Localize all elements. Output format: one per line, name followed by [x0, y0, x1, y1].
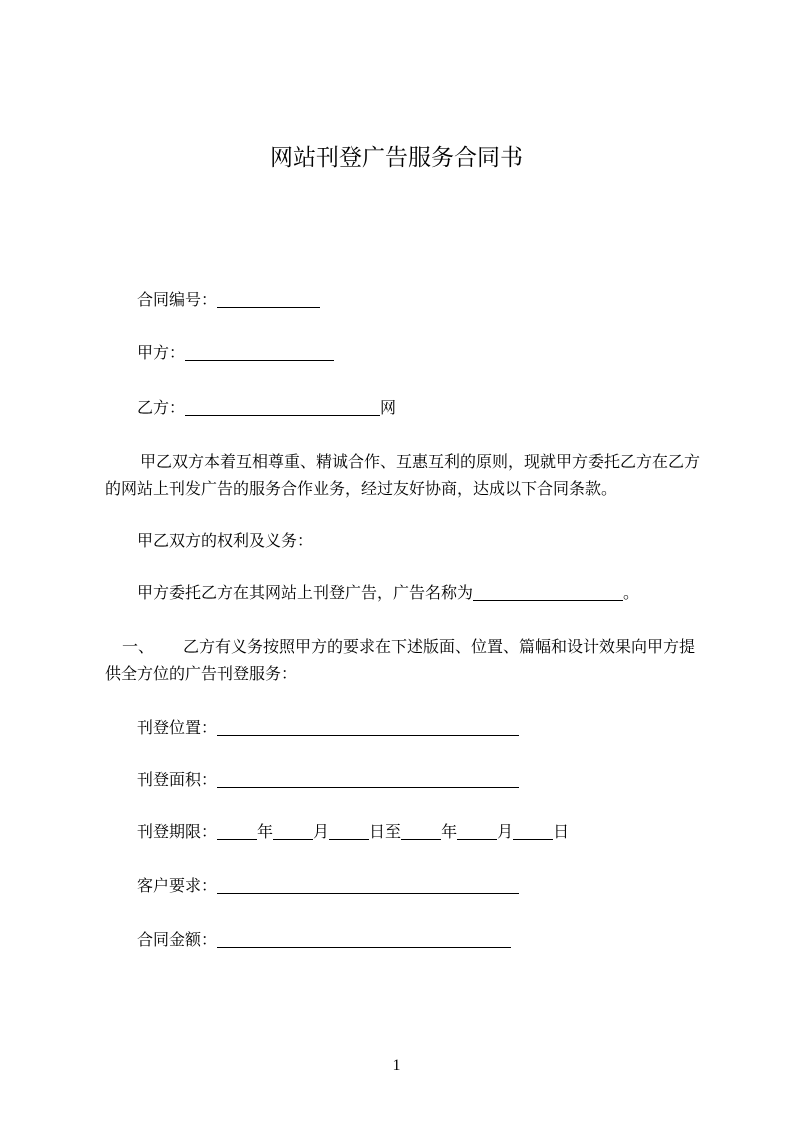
period-unit-year: 年 [257, 822, 274, 841]
contract-number-blank [217, 293, 320, 308]
client-requirements-line [137, 872, 519, 899]
intro-line-2: 的网站上刊发广告的服务合作业务，经过友好协商，达成以下合同条款。 [105, 479, 618, 498]
clause-1-line-1 [105, 633, 695, 660]
position-label: 刊登位置： [137, 718, 218, 737]
amount-line [137, 926, 511, 953]
ad-name-suffix: 。 [623, 583, 640, 602]
clause-1-number: 一、 [122, 637, 155, 656]
position-line [137, 714, 519, 741]
client-requirements-blank [217, 879, 519, 894]
page-number: 1 [392, 1057, 401, 1074]
period-unit-year-end: 年 [441, 822, 458, 841]
party-b-line [137, 394, 396, 421]
start-month-blank [273, 825, 313, 840]
area-blank [217, 773, 519, 788]
start-day-blank [329, 825, 369, 840]
period-unit-month: 月 [313, 822, 330, 841]
contract-number-line [137, 286, 320, 313]
area-label: 刊登面积： [137, 770, 218, 789]
ad-name-blank [473, 586, 623, 601]
party-a-label: 甲方： [137, 343, 186, 362]
position-blank [217, 721, 519, 736]
amount-label: 合同金额： [137, 930, 218, 949]
intro-paragraph [105, 448, 700, 502]
intro-line-1: 甲乙双方本着互相尊重、精诚合作、互惠互利的原则，现就甲方委托乙方在乙方 [140, 452, 701, 471]
document-title: 网站刊登广告服务合同书 [270, 145, 523, 171]
period-unit-month-end: 月 [497, 822, 514, 841]
period-line [137, 818, 569, 845]
party-b-label: 乙方： [137, 398, 186, 417]
party-a-blank [185, 346, 334, 361]
ad-name-prefix: 甲方委托乙方在其网站上刊登广告，广告名称为 [137, 583, 474, 602]
end-year-blank [401, 825, 441, 840]
party-a-line [137, 339, 334, 366]
party-b-blank [185, 401, 380, 416]
amount-blank [217, 933, 511, 948]
ad-name-line [137, 579, 639, 606]
period-unit-day-end: 日 [553, 822, 570, 841]
period-label: 刊登期限： [137, 822, 218, 841]
clause-1-text-1: 乙方有义务按照甲方的要求在下述版面、位置、篇幅和设计效果向甲方提 [183, 637, 696, 656]
rights-heading: 甲乙双方的权利及义务： [137, 531, 314, 550]
end-day-blank [513, 825, 553, 840]
period-unit-day-to: 日至 [369, 822, 402, 841]
start-year-blank [217, 825, 257, 840]
area-line [137, 766, 519, 793]
client-requirements-label: 客户要求： [137, 876, 218, 895]
clause-1-paragraph [105, 633, 695, 687]
contract-number-label: 合同编号： [137, 290, 218, 309]
end-month-blank [457, 825, 497, 840]
party-b-suffix: 网 [380, 398, 397, 417]
clause-1-line-2: 供全方位的广告刊登服务： [105, 664, 298, 683]
